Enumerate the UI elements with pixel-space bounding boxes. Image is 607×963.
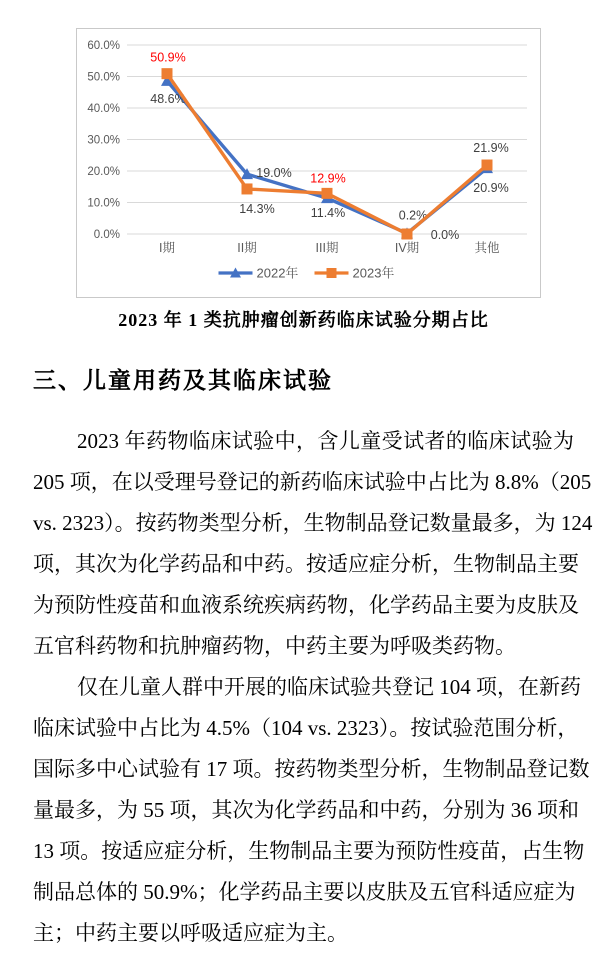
text-line: 2023 年药物临床试验中，含儿童受试者的临床试验为 — [77, 429, 574, 453]
data-label: 14.3% — [239, 201, 275, 216]
text-line: 主；中药主要以呼吸适应症为主。 — [33, 921, 348, 945]
chart-caption: 2023 年 1 类抗肿瘤创新药临床试验分期占比 — [118, 310, 489, 330]
paragraph-2 — [33, 667, 590, 954]
data-label: 0.2% — [398, 208, 428, 223]
y-tick-label: 30.0% — [87, 134, 120, 147]
data-label: 12.9% — [310, 171, 346, 186]
text-line: 量最多，为 55 项，其次为化学药品和中药，分别为 36 项和 — [33, 798, 579, 822]
x-category-label: 其他 — [474, 241, 500, 255]
y-tick-label: 0.0% — [93, 229, 120, 241]
legend-label: 2022年 — [256, 265, 299, 281]
x-category-label: II期 — [237, 241, 257, 255]
text-line: 为预防性疫苗和血液系统疾病药物，化学药品主要为皮肤及 — [33, 593, 579, 617]
x-category-label: I期 — [159, 241, 175, 255]
text-line: 仅在儿童人群中开展的临床试验共登记 104 项，在新药 — [77, 675, 581, 699]
square-marker — [482, 160, 493, 171]
paragraph-1 — [33, 421, 593, 667]
data-label: 21.9% — [473, 141, 509, 156]
legend-label: 2023年 — [352, 265, 395, 281]
text-line: 国际多中心试验有 17 项。按药物类型分析，生物制品登记数 — [33, 757, 590, 781]
text-line: 13 项。按适应症分析，生物制品主要为预防性疫苗，占生物 — [33, 839, 585, 863]
line-chart-canvas — [77, 29, 540, 297]
data-label: 0.0% — [430, 228, 460, 242]
text-line: vs. 2323）。按药物类型分析，生物制品登记数量最多，为 124 — [33, 511, 593, 535]
section-heading: 三、儿童用药及其临床试验 — [33, 367, 333, 393]
x-category-label: III期 — [315, 241, 339, 255]
trial-phase-line-chart — [76, 28, 541, 298]
square-marker — [322, 188, 333, 199]
x-axis-labels — [159, 240, 500, 255]
square-marker — [402, 229, 413, 240]
text-line: 五官科药物和抗肿瘤药物，中药主要为呼吸类药物。 — [33, 634, 516, 658]
data-label: 50.9% — [150, 50, 186, 65]
y-tick-label: 60.0% — [87, 40, 120, 52]
square-marker — [242, 183, 253, 194]
text-line: 临床试验中占比为 4.5%（104 vs. 2323）。按试验范围分析， — [33, 716, 579, 740]
y-tick-label: 20.0% — [87, 166, 120, 178]
data-label: 19.0% — [256, 166, 292, 181]
text-line: 205 项，在以受理号登记的新药临床试验中占比为 8.8%（205 — [33, 470, 592, 494]
y-tick-label: 40.0% — [87, 103, 120, 115]
series-2022年 — [150, 75, 508, 238]
chart-legend — [219, 266, 395, 281]
data-label: 48.6% — [150, 91, 186, 106]
legend-square-marker — [327, 268, 337, 278]
square-marker — [162, 68, 173, 79]
y-tick-label: 50.0% — [87, 71, 120, 84]
body-text — [33, 421, 593, 954]
text-line: 制品总体的 50.9%；化学药品主要以皮肤及五官科适应症为 — [33, 880, 576, 904]
text-line: 项，其次为化学药品和中药。按适应症分析，生物制品主要 — [33, 552, 579, 576]
x-category-label: IV期 — [394, 241, 420, 255]
y-axis-labels — [87, 40, 120, 241]
data-label: 11.4% — [310, 206, 346, 221]
y-tick-label: 10.0% — [87, 197, 120, 210]
data-label: 20.9% — [473, 181, 509, 196]
